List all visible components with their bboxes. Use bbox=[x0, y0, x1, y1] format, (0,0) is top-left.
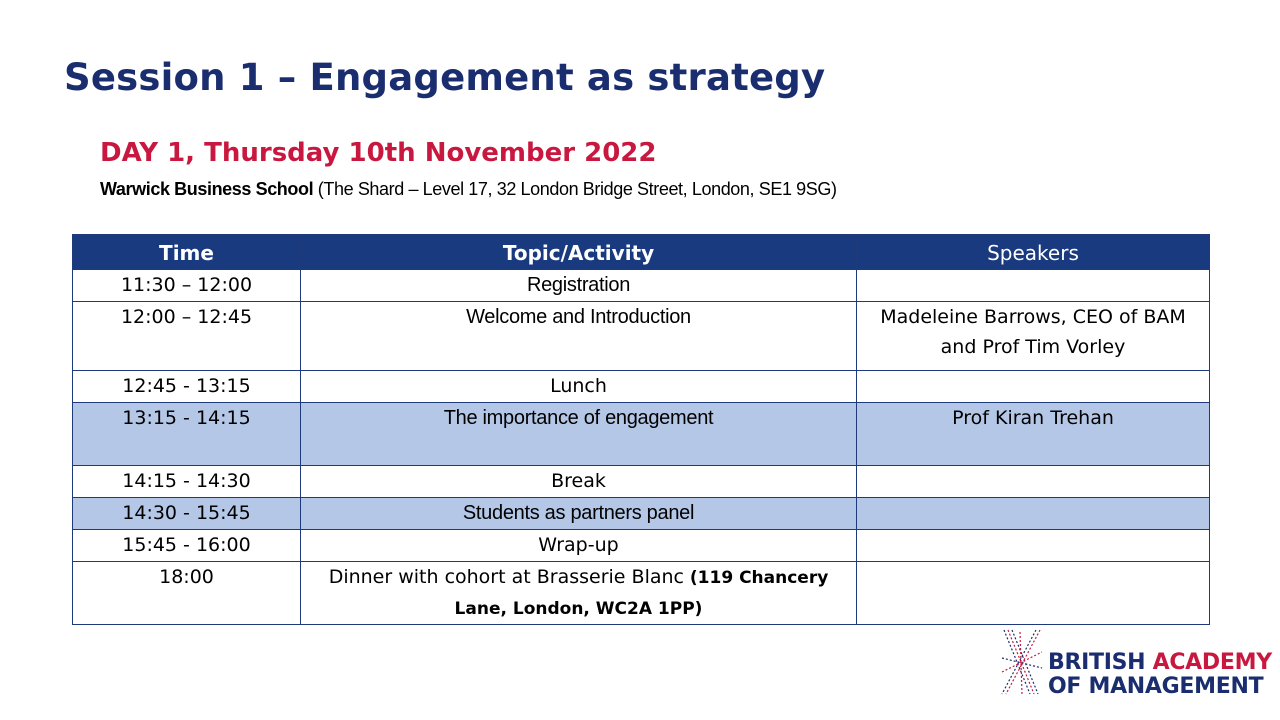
row-speakers: Prof Kiran Trehan bbox=[857, 403, 1210, 466]
row-speakers bbox=[857, 302, 1210, 371]
table-row bbox=[73, 371, 1210, 403]
row-time: 12:45 - 13:15 bbox=[73, 371, 301, 403]
day-heading: DAY 1, Thursday 10th November 2022 bbox=[100, 138, 657, 168]
header-speakers: Speakers bbox=[857, 235, 1210, 270]
row-speakers bbox=[857, 562, 1210, 625]
row-time: 14:15 - 14:30 bbox=[73, 466, 301, 498]
row-speakers bbox=[857, 371, 1210, 403]
row-speakers bbox=[857, 530, 1210, 562]
bam-logo-mark-icon bbox=[1000, 628, 1044, 696]
schedule-table bbox=[72, 234, 1210, 625]
row-topic bbox=[301, 562, 857, 625]
dinner-venue-part2: Lane, London, WC2A 1PP) bbox=[454, 599, 703, 619]
row-topic: Wrap-up bbox=[301, 530, 857, 562]
row-topic: Students as partners panel bbox=[301, 498, 857, 530]
speakers-line-1: Madeleine Barrows, CEO of BAM bbox=[880, 306, 1186, 328]
row-topic: Welcome and Introduction bbox=[301, 302, 857, 371]
table-header-row bbox=[73, 235, 1210, 270]
table-row bbox=[73, 466, 1210, 498]
logo-text-line2: OF MANAGEMENT bbox=[1048, 674, 1264, 699]
logo-word-academy: ACADEMY bbox=[1152, 650, 1272, 675]
row-speakers bbox=[857, 270, 1210, 302]
logo-word-british: BRITISH bbox=[1048, 650, 1153, 675]
bam-logo bbox=[1000, 628, 1272, 699]
table-row bbox=[73, 302, 1210, 371]
table-row bbox=[73, 562, 1210, 625]
row-speakers bbox=[857, 466, 1210, 498]
row-topic: Registration bbox=[301, 270, 857, 302]
venue-line bbox=[100, 179, 837, 200]
venue-address: (The Shard – Level 17, 32 London Bridge Street, London, SE1 9SG) bbox=[313, 179, 837, 199]
table-row bbox=[73, 403, 1210, 466]
row-topic: Break bbox=[301, 466, 857, 498]
row-time: 14:30 - 15:45 bbox=[73, 498, 301, 530]
row-time: 11:30 – 12:00 bbox=[73, 270, 301, 302]
dinner-venue-part1: (119 Chancery bbox=[683, 568, 829, 588]
header-topic: Topic/Activity bbox=[301, 235, 857, 270]
venue-name: Warwick Business School bbox=[100, 179, 314, 199]
slide-title: Session 1 – Engagement as strategy bbox=[64, 56, 826, 99]
logo-text-line1 bbox=[1048, 650, 1272, 675]
row-speakers bbox=[857, 498, 1210, 530]
speakers-line-2: and Prof Tim Vorley bbox=[940, 336, 1126, 358]
header-time: Time bbox=[73, 235, 301, 270]
row-time: 18:00 bbox=[73, 562, 301, 625]
table-row bbox=[73, 270, 1210, 302]
table-row bbox=[73, 498, 1210, 530]
row-time: 12:00 – 12:45 bbox=[73, 302, 301, 371]
row-topic: Lunch bbox=[301, 371, 857, 403]
dinner-text: Dinner with cohort at Brasserie Blanc bbox=[328, 566, 684, 588]
row-time: 13:15 - 14:15 bbox=[73, 403, 301, 466]
row-time: 15:45 - 16:00 bbox=[73, 530, 301, 562]
table-row bbox=[73, 530, 1210, 562]
row-topic: The importance of engagement bbox=[301, 403, 857, 466]
